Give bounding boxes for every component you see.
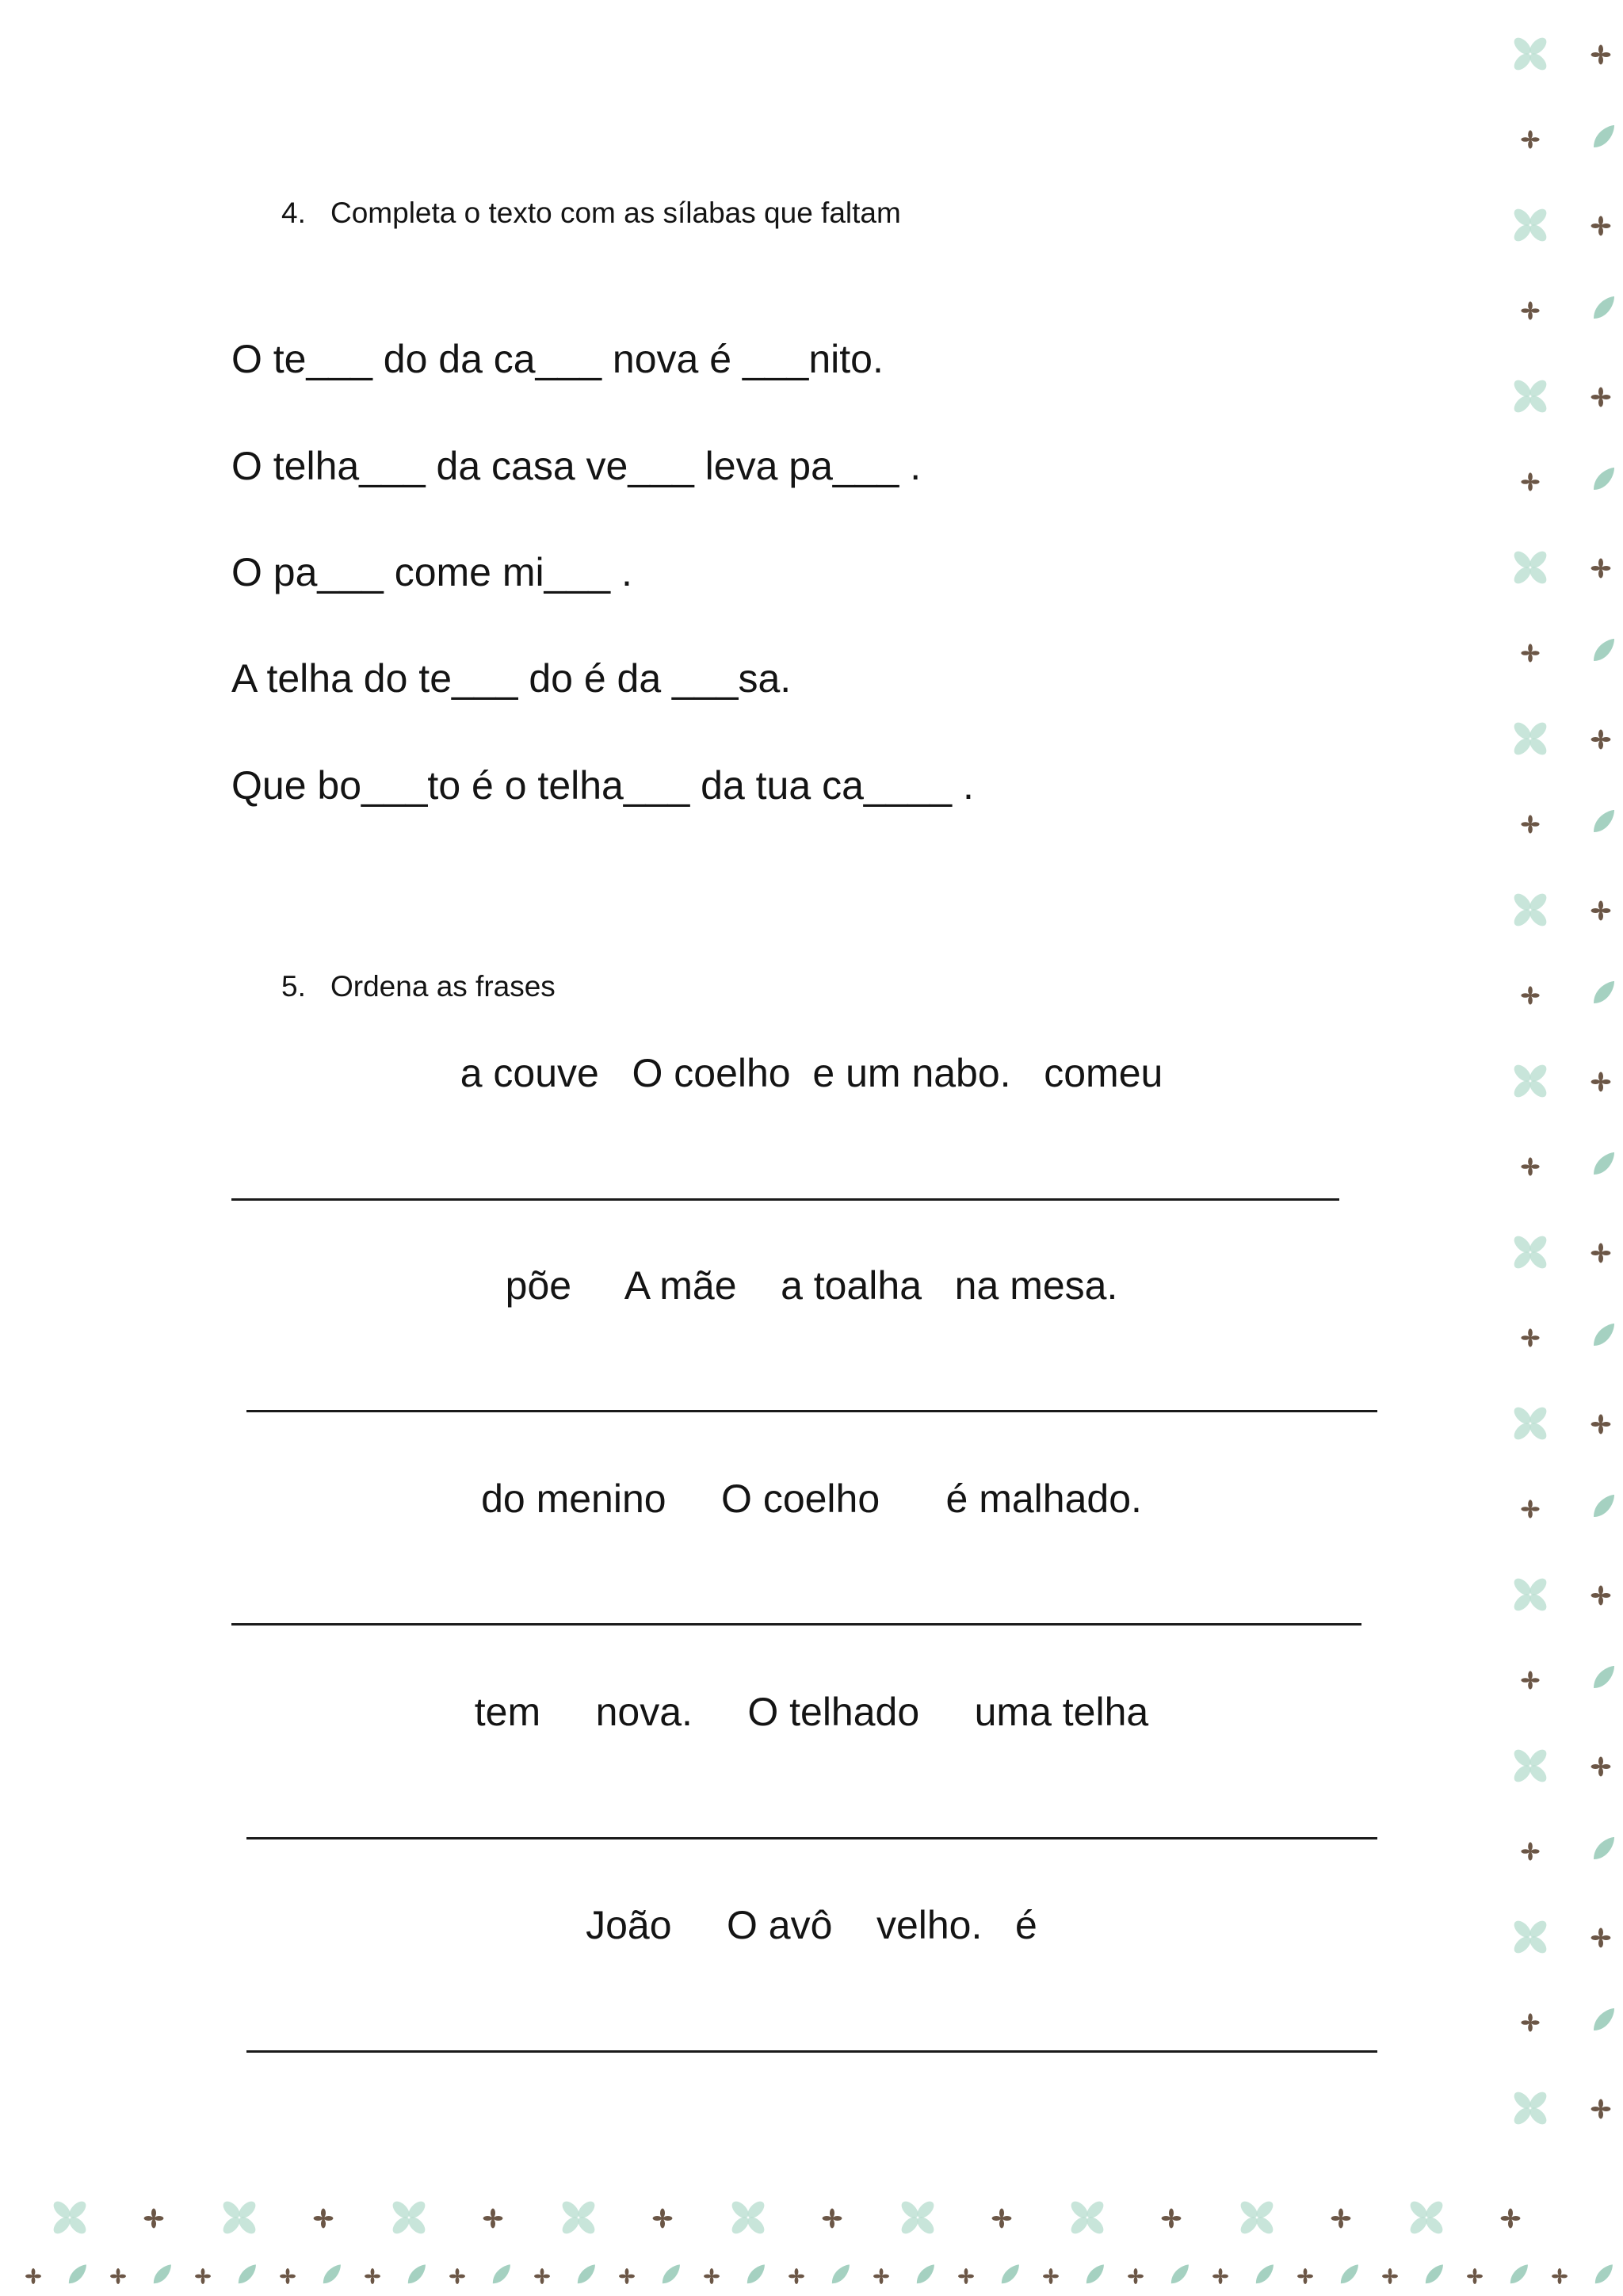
- flower-motif-icon: [1550, 2267, 1569, 2290]
- flower-motif-icon: [1211, 2267, 1230, 2290]
- flower-motif-icon: [1508, 32, 1552, 80]
- flower-motif-icon: [787, 2267, 806, 2290]
- flower-motif-icon: [820, 2206, 844, 2234]
- leaf-motif-icon: [911, 2262, 938, 2293]
- flower-motif-icon: [1508, 545, 1552, 594]
- flower-motif-icon: [1589, 43, 1613, 71]
- leaf-motif-icon: [996, 2262, 1023, 2293]
- fill-in-sentence-2: O telha___ da casa ve___ leva pa___ .: [231, 444, 922, 488]
- flower-motif-icon: [1519, 2011, 1541, 2038]
- scrambled-sentence-2: põe A mãe a toalha na mesa.: [505, 1263, 1118, 1308]
- flower-motif-icon: [872, 2267, 891, 2290]
- flower-motif-icon: [387, 2195, 431, 2244]
- flower-motif-icon: [1519, 813, 1541, 839]
- flower-motif-icon: [896, 2195, 940, 2244]
- fill-in-sentence-4: A telha do te___ do é da ___sa.: [231, 656, 792, 701]
- flower-motif-icon: [1508, 1401, 1552, 1450]
- flower-motif-icon: [1235, 2195, 1279, 2244]
- answer-line-2[interactable]: [246, 1410, 1377, 1412]
- flower-motif-icon: [1519, 642, 1541, 668]
- flower-motif-icon: [193, 2267, 212, 2290]
- leaf-motif-icon: [1587, 1492, 1619, 1527]
- leaf-motif-icon: [1590, 2262, 1617, 2293]
- flower-motif-icon: [702, 2267, 721, 2290]
- flower-motif-icon: [556, 2195, 601, 2244]
- exercise-5-number: 5.: [281, 970, 306, 1003]
- leaf-motif-icon: [1587, 978, 1619, 1014]
- leaf-motif-icon: [657, 2262, 684, 2293]
- leaf-motif-icon: [1335, 2262, 1362, 2293]
- flower-motif-icon: [1589, 1926, 1613, 1954]
- flower-motif-icon: [1589, 2097, 1613, 2125]
- flower-motif-icon: [1065, 2195, 1109, 2244]
- flower-motif-icon: [1519, 1498, 1541, 1524]
- leaf-motif-icon: [1166, 2262, 1193, 2293]
- flower-motif-icon: [1329, 2206, 1353, 2234]
- flower-motif-icon: [957, 2267, 976, 2290]
- flower-motif-icon: [1041, 2267, 1060, 2290]
- flower-motif-icon: [1508, 716, 1552, 765]
- leaf-motif-icon: [318, 2262, 345, 2293]
- exercise-4-number: 4.: [281, 197, 306, 229]
- leaf-motif-icon: [1251, 2262, 1277, 2293]
- flower-motif-icon: [1589, 385, 1613, 413]
- fill-in-sentence-5: Que bo___to é o telha___ da tua ca____ .: [231, 763, 974, 808]
- leaf-motif-icon: [1587, 1149, 1619, 1185]
- flower-motif-icon: [1519, 1669, 1541, 1695]
- flower-motif-icon: [1589, 1584, 1613, 1611]
- flower-motif-icon: [1519, 984, 1541, 1010]
- scrambled-sentence-1: a couve O coelho e um nabo. comeu: [460, 1051, 1163, 1095]
- leaf-motif-icon: [63, 2262, 90, 2293]
- flower-motif-icon: [726, 2195, 770, 2244]
- flower-motif-icon: [1589, 1412, 1613, 1440]
- fill-in-sentence-3: O pa___ come mi___ .: [231, 550, 632, 594]
- flower-motif-icon: [1519, 300, 1541, 326]
- flower-motif-icon: [1159, 2206, 1183, 2234]
- leaf-motif-icon: [1587, 1320, 1619, 1356]
- flower-motif-icon: [651, 2206, 674, 2234]
- scrambled-sentence-5: João O avô velho. é: [586, 1903, 1037, 1947]
- flower-motif-icon: [1381, 2267, 1400, 2290]
- flower-motif-icon: [617, 2267, 636, 2290]
- scrambled-sentence-3: do menino O coelho é malhado.: [481, 1477, 1142, 1521]
- decorative-border-right: [1502, 0, 1623, 2296]
- flower-motif-icon: [48, 2195, 92, 2244]
- flower-motif-icon: [24, 2267, 43, 2290]
- decorative-border-bottom: [0, 2172, 1623, 2296]
- flower-motif-icon: [448, 2267, 467, 2290]
- leaf-motif-icon: [572, 2262, 599, 2293]
- leaf-motif-icon: [1587, 807, 1619, 842]
- flower-motif-icon: [481, 2206, 505, 2234]
- leaf-motif-icon: [233, 2262, 260, 2293]
- flower-motif-icon: [311, 2206, 335, 2234]
- leaf-motif-icon: [1505, 2262, 1532, 2293]
- answer-line-5[interactable]: [246, 2050, 1377, 2053]
- flower-motif-icon: [1589, 556, 1613, 584]
- flower-motif-icon: [1508, 888, 1552, 936]
- flower-motif-icon: [1508, 1744, 1552, 1792]
- exercise-4-heading: [281, 198, 901, 227]
- leaf-motif-icon: [1420, 2262, 1447, 2293]
- flower-motif-icon: [1589, 728, 1613, 755]
- leaf-motif-icon: [1587, 464, 1619, 500]
- flower-motif-icon: [1508, 203, 1552, 251]
- leaf-motif-icon: [1587, 1663, 1619, 1698]
- leaf-motif-icon: [148, 2262, 175, 2293]
- exercise-5-heading: [281, 972, 556, 1001]
- leaf-motif-icon: [1081, 2262, 1108, 2293]
- answer-line-1[interactable]: [231, 1198, 1339, 1201]
- leaf-motif-icon: [1587, 122, 1619, 158]
- exercise-4-instruction: Completa o texto com as sílabas que faltam: [330, 197, 901, 229]
- leaf-motif-icon: [1587, 2005, 1619, 2041]
- flower-motif-icon: [1508, 1915, 1552, 1963]
- flower-motif-icon: [1589, 899, 1613, 926]
- leaf-motif-icon: [403, 2262, 430, 2293]
- exercise-5-instruction: Ordena as frases: [330, 970, 556, 1003]
- flower-motif-icon: [1589, 1241, 1613, 1269]
- flower-motif-icon: [109, 2267, 128, 2290]
- flower-motif-icon: [990, 2206, 1014, 2234]
- flower-motif-icon: [1296, 2267, 1315, 2290]
- flower-motif-icon: [1508, 374, 1552, 422]
- leaf-motif-icon: [742, 2262, 769, 2293]
- flower-motif-icon: [1519, 471, 1541, 497]
- flower-motif-icon: [278, 2267, 297, 2290]
- leaf-motif-icon: [1587, 636, 1619, 671]
- flower-motif-icon: [1404, 2195, 1449, 2244]
- flower-motif-icon: [1519, 128, 1541, 155]
- flower-motif-icon: [1519, 1327, 1541, 1353]
- flower-motif-icon: [217, 2195, 262, 2244]
- answer-line-3[interactable]: [231, 1623, 1361, 1626]
- leaf-motif-icon: [487, 2262, 514, 2293]
- fill-in-sentence-1: O te___ do da ca___ nova é ___nito.: [231, 337, 884, 381]
- flower-motif-icon: [1508, 2086, 1552, 2134]
- flower-motif-icon: [1508, 1572, 1552, 1621]
- flower-motif-icon: [1519, 1840, 1541, 1866]
- flower-motif-icon: [1519, 1156, 1541, 1182]
- flower-motif-icon: [363, 2267, 382, 2290]
- flower-motif-icon: [1508, 1059, 1552, 1107]
- flower-motif-icon: [1589, 1755, 1613, 1782]
- flower-motif-icon: [1508, 1230, 1552, 1278]
- leaf-motif-icon: [1587, 1834, 1619, 1870]
- answer-line-4[interactable]: [246, 1837, 1377, 1839]
- flower-motif-icon: [533, 2267, 552, 2290]
- flower-motif-icon: [1126, 2267, 1145, 2290]
- flower-motif-icon: [1465, 2267, 1484, 2290]
- flower-motif-icon: [142, 2206, 166, 2234]
- flower-motif-icon: [1499, 2206, 1522, 2234]
- leaf-motif-icon: [1587, 293, 1619, 329]
- flower-motif-icon: [1589, 214, 1613, 242]
- scrambled-sentence-4: tem nova. O telhado uma telha: [474, 1690, 1149, 1734]
- leaf-motif-icon: [827, 2262, 854, 2293]
- flower-motif-icon: [1589, 1070, 1613, 1098]
